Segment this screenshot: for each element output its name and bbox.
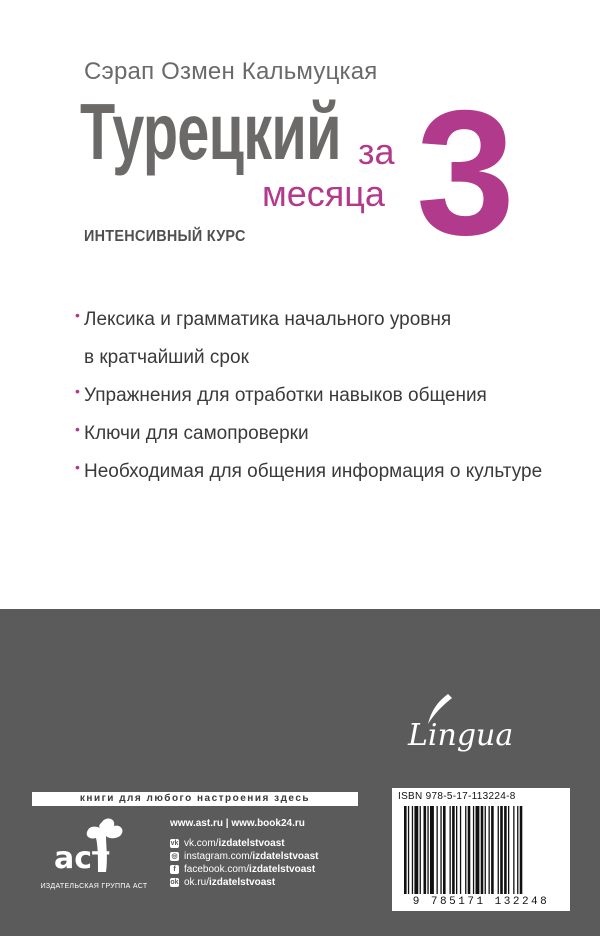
social-link[interactable] [170, 850, 319, 863]
websites: www.ast.ru | www.book24.ru [170, 818, 305, 829]
social-links [170, 837, 319, 889]
social-handle: izdatelstvoast [218, 838, 285, 849]
feature-text: Необходимая для общения информация о культуре [84, 461, 543, 482]
feature-text: Ключи для самопроверки [84, 423, 309, 444]
publisher-logo-text: аст [54, 841, 110, 876]
title-main: Турецкий [80, 87, 341, 176]
author-name: Сэрап Озмен Кальмуцкая [84, 58, 378, 85]
series-logo: Lingua [408, 718, 514, 753]
feature-text: в кратчайший срок [84, 347, 249, 368]
feature-item [75, 421, 542, 462]
title-number: 3 [416, 73, 515, 272]
isbn: ISBN 978-5-17-113224-8 [398, 791, 516, 802]
vk-icon: vk [170, 840, 179, 847]
title-month: месяца [262, 173, 385, 214]
barcode-box [392, 788, 570, 911]
tagline: книги для любого настроения здесь [32, 792, 358, 806]
publisher-name: ИЗДАТЕЛЬСКАЯ ГРУППА АСТ [40, 883, 148, 890]
bullet-icon: • [75, 459, 80, 475]
social-prefix: ok.ru/ [184, 877, 210, 888]
feature-item [75, 307, 542, 386]
social-link[interactable] [170, 837, 319, 850]
feature-list [75, 307, 543, 500]
ast-logo-icon [50, 816, 132, 880]
feature-text: Лексика и грамматика начального уровня [84, 309, 452, 330]
social-prefix: vk.com/ [184, 838, 219, 849]
feature-item [75, 459, 543, 500]
social-handle: izdatelstvoast [209, 877, 276, 888]
social-handle: izdatelstvoast [252, 851, 319, 862]
barcode-number: 9 785171 132248 [412, 896, 550, 908]
facebook-icon: f [170, 865, 179, 874]
feature-text: Упражнения для отработки навыков общения [84, 385, 487, 406]
instagram-icon: ◎ [171, 853, 178, 860]
odnoklassniki-icon: ok [170, 879, 179, 886]
bullet-icon: • [75, 383, 80, 399]
barcode-icon [392, 788, 570, 911]
bullet-icon: • [75, 307, 80, 323]
feature-item [75, 383, 542, 424]
social-prefix: facebook.com/ [184, 864, 250, 875]
social-link[interactable] [170, 863, 319, 876]
bullet-icon: • [75, 421, 80, 437]
social-handle: izdatelstvoast [249, 864, 316, 875]
title-za: за [358, 131, 395, 172]
social-prefix: instagram.com/ [184, 851, 253, 862]
social-link[interactable] [170, 876, 319, 889]
subtitle: ИНТЕНСИВНЫЙ КУРС [84, 228, 246, 245]
